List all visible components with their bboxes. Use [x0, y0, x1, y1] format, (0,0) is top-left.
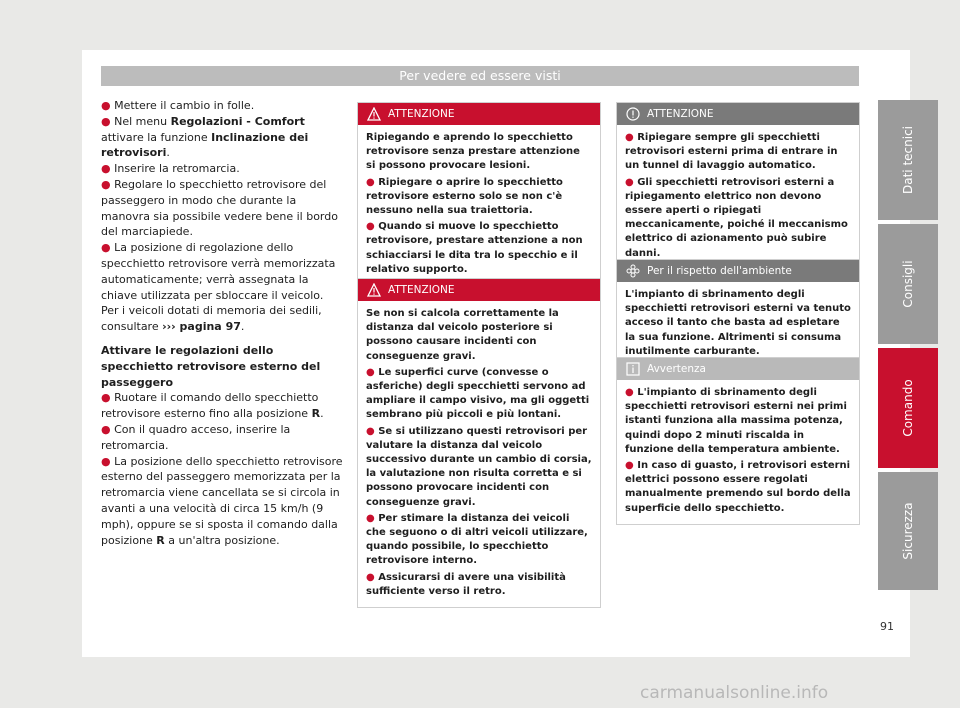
- list-item: ● La posizione di regolazione dello specchietto retrovisore verrà memorizzata automaticamente; verrà assegnata la chiave utilizzata per sbloccare il veicolo. Per i veicoli dotati di memoria dei sedili, consultare ››› pagina 97.: [101, 241, 336, 334]
- header-title: Per vedere ed essere visti: [399, 68, 561, 83]
- warning-box-header: ATTENZIONE: [358, 103, 600, 125]
- watermark: carmanualsonline.info: [640, 683, 829, 703]
- exclamation-circle-icon: [626, 107, 640, 121]
- warning-box-2: ATTENZIONE Se non si calcola correttamente la distanza dal veicolo posteriore si possono causare incidenti con conseguenze gravi. ● Le superfici curve (convesse o asferiche) degli specchietti servono ad ampliare il campo visivo, ma gli oggetti sembrano più piccoli e più lontani. ● Se si utilizzano questi retrovisori per valutare la distanza dal veicolo successivo durante un cambio di corsia, la valutazione non risulta corretta e si possono provocare incidenti con conseguenze gravi. ● Per stimare la distanza dei veicoli che seguono o di altri veicoli utilizzare, quando possibile, lo specchietto retrovisore interno. ● Assicurarsi di avere una visibilità sufficiente verso il retro.: [357, 278, 601, 608]
- list-item: ● Regolare lo specchietto retrovisore del passeggero in modo che durante la manovra sia possibile vedere bene il bordo del marciapiede.: [101, 177, 338, 239]
- notice-box: ATTENZIONE ● Ripiegare sempre gli specchietti retrovisori esterni prima di entrare in un tunnel di lavaggio automatico. ● Gli specchietti retrovisori esterni a ripiegamento elettrico non devono essere aperti o ripiegati meccanicamente, poiché il meccanismo elettrico di azionamento può subire danni.: [616, 102, 860, 270]
- list-item: ● Mettere il cambio in folle.: [101, 99, 255, 112]
- list-item: ● Nel menu Regolazioni - Comfort attivare la funzione Inclinazione dei retrovisori.: [101, 114, 309, 160]
- warning-box-header: ATTENZIONE: [358, 279, 600, 301]
- warning-triangle-icon: [367, 283, 381, 297]
- note-box: Avvertenza ● L'impianto di sbrinamento degli specchietti retrovisori esterni nei primi istanti funziona alla massima potenza, quindi dopo 2 minuti riscalda in funzione della temperatura ambiente. ● In caso di guasto, i retrovisori esterni elettrici possono essere regolati manualmente premendo sul bordo della superficie dello specchietto.: [616, 357, 860, 525]
- page-number: 91: [880, 620, 894, 633]
- list-item: ● Ruotare il comando dello specchietto retrovisore esterno fino alla posizione R.: [101, 391, 324, 421]
- warning-triangle-icon: [367, 107, 381, 121]
- environment-box: Per il rispetto dell'ambiente L'impianto di sbrinamento degli specchietti retrovisori esterni va tenuto acceso il tanto che basta ad espletare la sua funzione. Altrimenti si consuma inutilmente carburante.: [616, 259, 860, 368]
- environment-box-header: Per il rispetto dell'ambiente: [617, 260, 859, 282]
- info-icon: [626, 362, 640, 376]
- notice-box-header: ATTENZIONE: [617, 103, 859, 125]
- warning-box-1: ATTENZIONE Ripiegando e aprendo lo specchietto retrovisore senza prestare attenzione si possono provocare lesioni. ● Ripiegare o aprire lo specchietto retrovisore esterno solo se non c'è nessuno nella sua traiettoria. ● Quando si muove lo specchietto retrovisore, prestare attenzione a non schiacciarsi le dita tra lo specchio e il relativo supporto.: [357, 102, 601, 286]
- flower-icon: [626, 264, 640, 278]
- page-header: [101, 66, 859, 86]
- section-heading: Attivare le regolazioni dello specchietto retrovisore esterno del passeggero: [101, 343, 321, 389]
- main-column: [101, 98, 343, 548]
- page-link[interactable]: ››› pagina 97: [162, 320, 241, 334]
- note-box-header: Avvertenza: [617, 358, 859, 380]
- list-item: ● Con il quadro acceso, inserire la retromarcia.: [101, 422, 291, 452]
- list-item: ● Inserire la retromarcia.: [101, 162, 240, 176]
- list-item: ● La posizione dello specchietto retrovisore esterno del passeggero memorizzata per la retromarcia viene cancellata se si circola in avanti a una velocità di circa 15 km/h (9 mph), oppure se si sposta il comando dalla posizione R a un'altra posizione.: [101, 454, 343, 547]
- tab-comando[interactable]: Comando: [878, 348, 938, 468]
- tab-dati-tecnici[interactable]: Dati tecnici: [878, 100, 938, 220]
- tab-sicurezza[interactable]: Sicurezza: [878, 472, 938, 590]
- tab-consigli[interactable]: Consigli: [878, 224, 938, 344]
